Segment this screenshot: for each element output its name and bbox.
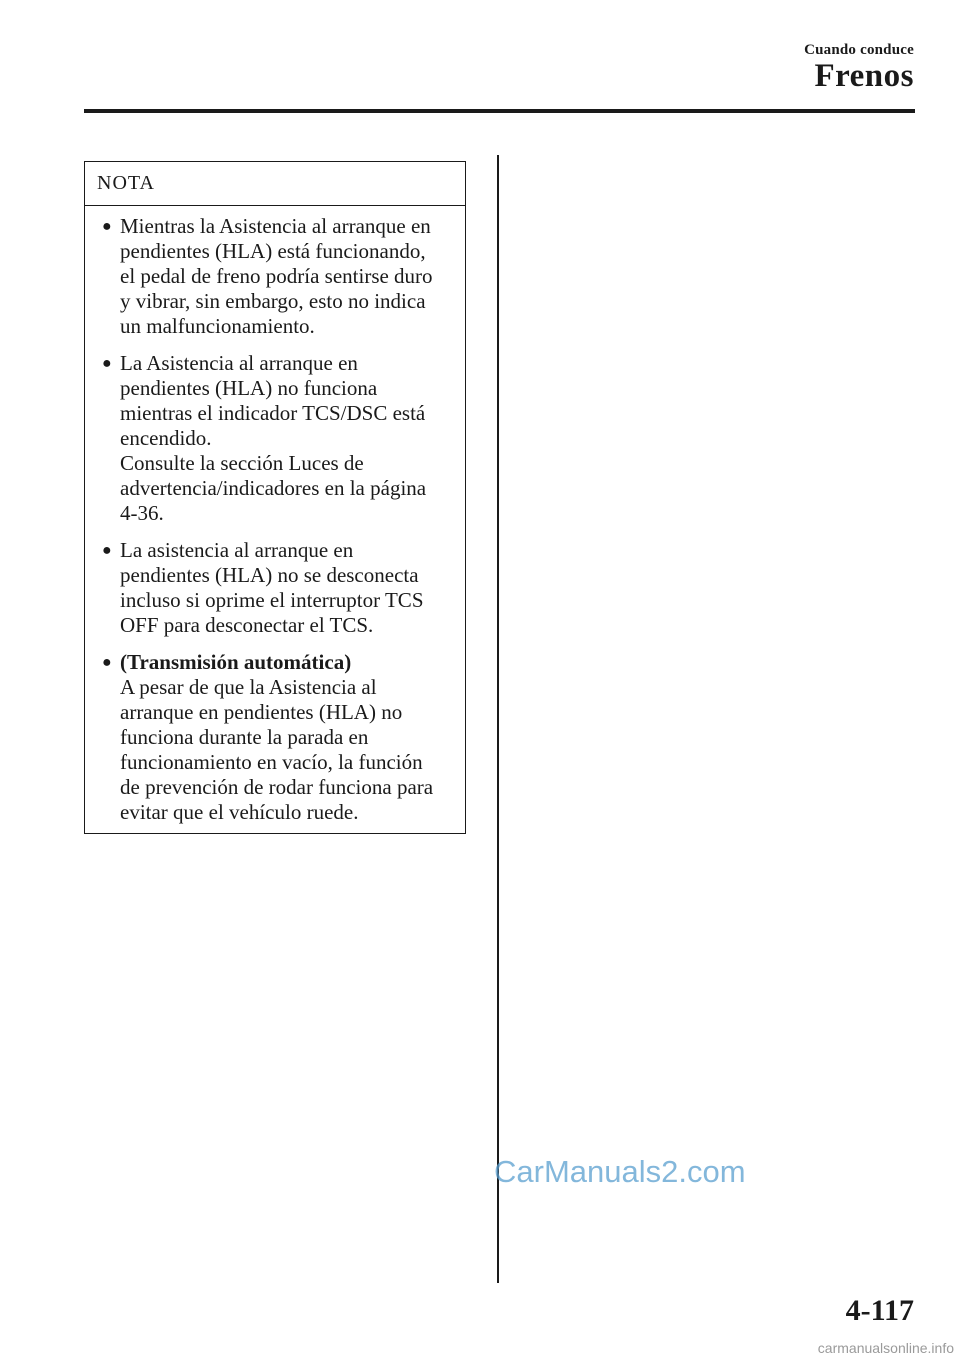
section-label: Cuando conduce	[804, 42, 914, 58]
list-item-text: A pesar de que la Asistencia al arranque en pendientes (HLA) no funciona durante la parada en funcionamiento en vacío, la función de prevención de rodar funciona para evitar que el vehículo ruede.	[120, 675, 434, 824]
list-item-text: Mientras la Asistencia al arranque en pendientes (HLA) está funcionando, el pedal de freno podría sentirse duro y vibrar, sin embargo, esto no indica un malfuncionamiento.	[120, 214, 433, 338]
bullet-icon: ●	[102, 654, 112, 671]
header-rule	[84, 109, 915, 113]
bullet-icon: ●	[102, 218, 112, 235]
list-item-text: La Asistencia al arranque en pendientes (HLA) no funciona mientras el indicador TCS/DSC está encendido. Consulte la sección Luces de advertencia/indicadores en la página 4-36.	[120, 351, 427, 525]
column-divider	[497, 155, 499, 1283]
list-item	[100, 650, 462, 825]
footer-watermark: carmanualsonline.info	[817, 1340, 954, 1356]
note-title: NOTA	[97, 172, 155, 194]
note-box	[84, 161, 466, 834]
list-item-heading: (Transmisión automática)	[120, 650, 352, 674]
list-item	[100, 351, 462, 526]
bullet-icon: ●	[102, 542, 112, 559]
page-number: 4-117	[845, 1294, 914, 1327]
watermark-logo: CarManuals2.com	[494, 1154, 746, 1189]
bullet-icon: ●	[102, 355, 112, 372]
note-divider	[85, 205, 465, 206]
note-list	[100, 214, 462, 837]
list-item	[100, 214, 462, 339]
list-item-text: La asistencia al arranque en pendientes (HLA) no se desconecta incluso si oprime el interruptor TCS OFF para desconectar el TCS.	[120, 538, 424, 637]
list-item	[100, 538, 462, 638]
page-title: Frenos	[814, 58, 914, 94]
